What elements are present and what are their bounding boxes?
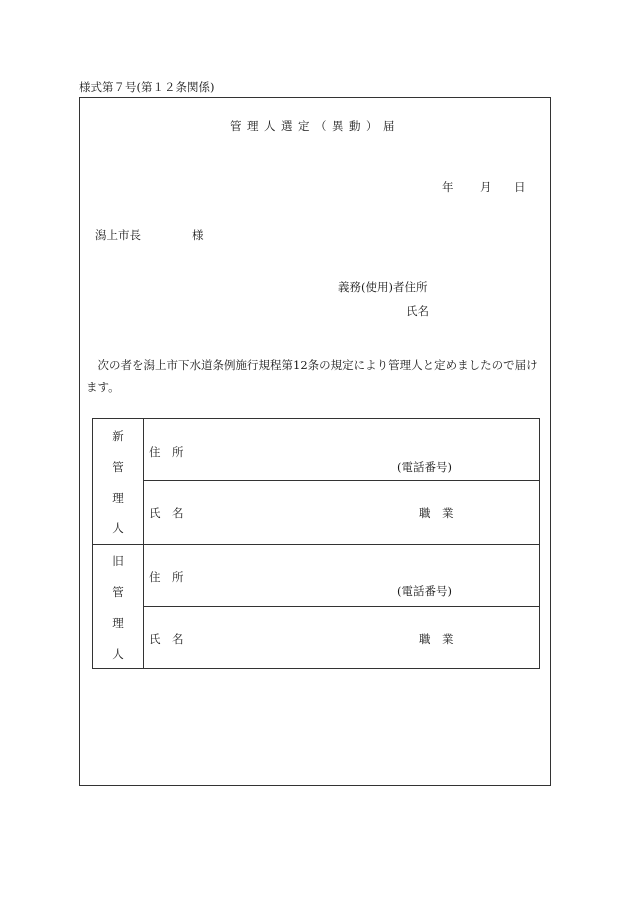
obligor-address-label: 義務(使用)者住所 [338, 280, 428, 294]
old-manager-label-char: 管 [112, 585, 124, 599]
new-manager-name-label: 氏 名 [149, 506, 184, 520]
addressee-honorific: 様 [192, 228, 204, 242]
new-manager-address-label: 住 所 [149, 445, 184, 459]
old-manager-label-char: 理 [112, 616, 124, 630]
old-manager-name-cell [144, 607, 539, 668]
old-manager-occupation-label: 職 業 [419, 632, 454, 646]
new-manager-label [93, 419, 144, 544]
date-year-label: 年 [442, 180, 454, 194]
old-manager-address-label: 住 所 [149, 570, 184, 584]
form-number-label: 様式第７号(第１２条関係) [79, 80, 215, 94]
old-manager-label-char: 人 [112, 647, 124, 661]
notification-body-text: 次の者を潟上市下水道条例施行規程第12条の規定により管理人と定めましたので届けます。 [86, 358, 538, 394]
new-manager-name-cell [144, 481, 539, 544]
addressee-name: 潟上市長 [95, 228, 141, 242]
new-manager-address-cell [144, 419, 539, 481]
old-manager-phone-label: (電話番号) [397, 584, 452, 598]
document-title: 管理人選定（異動）届 [230, 119, 400, 133]
new-manager-label-char: 新 [112, 429, 124, 443]
old-manager-block [93, 544, 539, 668]
new-manager-block [93, 419, 539, 544]
new-manager-occupation-label: 職 業 [419, 506, 454, 520]
old-manager-address-cell [144, 545, 539, 607]
obligor-name-label: 氏名 [406, 304, 429, 318]
date-month-label: 月 [480, 180, 492, 194]
old-manager-label-char: 旧 [112, 554, 124, 568]
form-frame [79, 97, 551, 786]
manager-table [92, 418, 540, 669]
new-manager-label-char: 人 [112, 521, 124, 535]
date-day-label: 日 [514, 180, 526, 194]
old-manager-name-label: 氏 名 [149, 632, 184, 646]
old-manager-label [93, 545, 144, 668]
new-manager-phone-label: (電話番号) [397, 460, 452, 474]
new-manager-label-char: 管 [112, 460, 124, 474]
new-manager-label-char: 理 [112, 491, 124, 505]
